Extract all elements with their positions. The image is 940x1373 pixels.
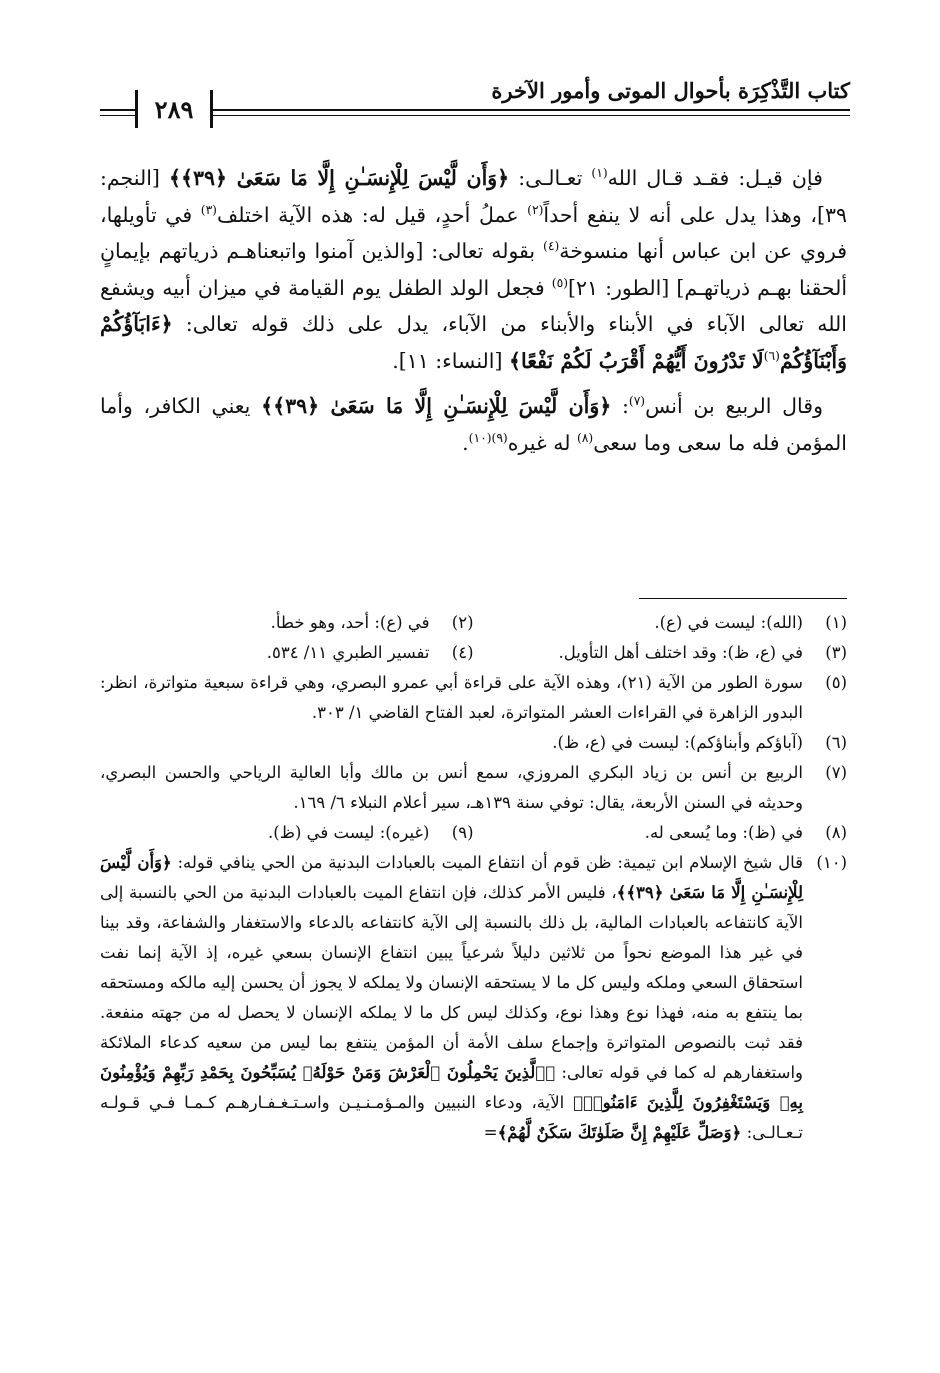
- text-run: فجعل الولد الطفل يوم القيامة في ميزان أبيه ويشفع الله تعالى الآباء في الأبناء والأبناء من الآباء، يدل على ذلك قوله تعالى:: [100, 275, 847, 336]
- footnote-ref: (١): [591, 166, 608, 181]
- text-run: عملُ أحدٍ، قيل له: هذه الآية اختلف: [216, 202, 528, 227]
- footnote-text: في (ع): أحد، وهو خطأ.: [270, 613, 430, 632]
- footnote-text: في (ظ): وما يُسعى له.: [644, 823, 803, 842]
- footnotes: [100, 608, 847, 1148]
- text-run: .: [462, 430, 469, 455]
- quran-verse: ﴿وَصَلِّ عَلَيْهِمْ إِنَّ صَلَوٰتَكَ سَكَنٌ لَّهُمْ﴾: [497, 1123, 742, 1142]
- footnote-text: (الله): ليست في (ع).: [654, 613, 803, 632]
- footnote-ref: (٣): [200, 202, 217, 217]
- text-run: فإن قيـل: فقـد قـال الله: [607, 166, 823, 190]
- page-header: [100, 64, 850, 124]
- paragraph-1: [100, 160, 847, 379]
- footnote-text: تفسير الطبري ١١/ ٥٣٤.: [266, 643, 430, 662]
- footnote-number: (٦): [825, 733, 847, 752]
- footnote-number: (٨): [825, 823, 847, 842]
- footnote-6: [100, 728, 847, 758]
- text-run: وقال الربيع بن أنس: [645, 394, 823, 418]
- quran-verse: ﴿وَأَن لَّيْسَ لِلْإِنسَـٰنِ إِلَّا مَا سَعَىٰ ﴿٣٩﴾﴾: [261, 394, 612, 418]
- quran-verse: ﴿ٱلَّذِينَ يَحْمِلُونَ ٱلْعَرْشَ وَمَنْ حَوْلَهُۥ يُسَبِّحُونَ بِحَمْدِ رَبِّهِمْ وَيُؤْمِنُونَ بِهِۦ وَيَسْتَغْفِرُونَ لِلَّذِينَ ءَامَنُوا۟﴾: [100, 1063, 803, 1112]
- quran-verse: ﴿ءَابَآؤُكُمْ وَأَبْنَآؤُكُمْ: [100, 312, 847, 373]
- main-text: [100, 160, 847, 470]
- text-run: في تأويلها، فروي عن ابن عباس أنها منسوخة: [100, 202, 848, 263]
- footnote-10: [100, 848, 847, 1148]
- footnote-9: [100, 818, 474, 848]
- footnote-text: سورة الطور من الآية (٢١)، وهذه الآية على قراءة أبي عمرو البصري، وهي قراءة سبعية متواترة، انظر: البدور الزاهرة في القراءات العشر المتواترة، لعبد الفتاح القاضي ١/ ٣٠٣.: [100, 673, 804, 722]
- quran-verse: ﴿وَأَن لَّيْسَ لِلْإِنسَـٰنِ إِلَّا مَا سَعَىٰ ﴿٣٩﴾﴾: [168, 166, 510, 190]
- footnote-8: [474, 818, 848, 848]
- footnote-number: (٤): [451, 643, 474, 662]
- text-run: تعـالـى:: [509, 166, 592, 190]
- running-title: كتاب التَّذْكِرَة بأحوال الموتى وأمور الآخرة: [491, 78, 850, 103]
- text-run: الآية، ودعاء النبيين والمـؤمـنـيـن واسـتـغـفـارهـم كـمـا فـي قـولـه تـعـالـى:: [100, 1093, 803, 1142]
- footnote-4: [100, 638, 474, 668]
- footnote-ref: (٧): [628, 394, 646, 409]
- text-run: :: [611, 394, 629, 418]
- text-run: =: [483, 1123, 498, 1142]
- footnote-ref: (٥): [551, 275, 569, 290]
- footnote-ref: (٨): [576, 430, 594, 445]
- footnote-ref: (٤): [543, 239, 560, 254]
- footnote-ref: (٦): [763, 348, 780, 363]
- footnote-number: (٢): [451, 613, 474, 632]
- paragraph-2: [100, 388, 847, 461]
- footnote-1: [474, 608, 848, 638]
- footnote-row-1-2: [100, 608, 847, 638]
- footnote-number: (٥): [825, 673, 847, 692]
- text-run: بقوله تعالى: [والذين آمنوا واتبعناهـم ذرياتهم بإيمانٍ ألحقنا بهـم ذرياتهـم] [الطور: ٢١]: [100, 239, 848, 300]
- footnote-text: في (ع، ظ): وقد اختلف أهل التأويل.: [558, 643, 803, 662]
- footnote-number: (٧): [825, 763, 847, 782]
- footnote-5: [100, 668, 847, 728]
- footnote-3: [474, 638, 848, 668]
- footnote-number: (٩): [451, 823, 474, 842]
- footnote-separator: [639, 598, 847, 599]
- footnote-number: (٣): [825, 643, 847, 662]
- footnote-7: [100, 758, 847, 818]
- text-run: ، فليس الأمر كذلك، فإن انتفاع الميت بالعبادات البدنية من الحي بالنسبة إلى الآية كانتفاعه بالعبادات المالية، بل ذلك بالنسبة إلى الآية كانتفاعه بالدعاء والاستغفار والشفاعة، وقد بينا في غير هذا الموضع نحواً من ثلاثين دليلاً شرعياً يبين انتفاع الإنسان بسعي غيره، إذ الآية إنما نفت استحقاق السعي وملكه وليس كل ما لا يستحقه الإنسان ولا يملكه لا يجوز أن يحسن إليه مالكه ومستحقه بما ينتفع به منه، فهذا نوع وهذا نوع، وكذلك ليس كل ما لا يملكه الإنسان لا يحصل له من جهته منفعة. فقد ثبت بالنصوص المتواترة وإجماع سلف الأمة أن المؤمن ينتفع بما ليس من سعيه كدعاء الملائكة واستغفارهم له كما في قوله تعالى:: [100, 883, 804, 1082]
- quran-verse: لَا تَدْرُونَ أَيُّهُمْ أَقْرَبُ لَكُمْ نَفْعًا﴾: [508, 348, 764, 373]
- text-run: [النساء: ١١].: [392, 348, 509, 373]
- footnote-text: (غيره): ليست في (ظ).: [268, 823, 430, 842]
- footnote-row-3-4: [100, 638, 847, 668]
- text-run: قال شيخ الإسلام ابن تيمية: ظن قوم أن انتفاع الميت بالعبادات البدنية من الحي ينافي قوله:: [171, 853, 804, 872]
- footnote-text: (آباؤكم وأبناؤكم): ليست في (ع، ظ).: [552, 733, 803, 752]
- footnote-number: (١): [825, 613, 847, 632]
- page-number: ٢٨٩: [135, 90, 213, 128]
- text-run: يعني الكافر، وأما المؤمن فله ما سعى وما سعى: [100, 394, 847, 455]
- footnote-row-8-9: [100, 818, 847, 848]
- text-run: له غيره: [507, 430, 577, 455]
- footnote-text: الربيع بن أنس بن زياد البكري المروزي، سمع أنس بن مالك وأبا العالية الرياحي والحسن البصري، وحديثه في السنن الأربعة، يقال: توفي سنة ١٣٩هـ، سير أعلام النبلاء ٦/ ١٦٩.: [100, 763, 803, 812]
- footnote-ref: (٢): [527, 202, 544, 217]
- text-run: [النجم: ٣٩]، وهذا يدل على أنه لا ينفع أحداً: [100, 166, 847, 227]
- footnote-ref: (٩)(١٠): [468, 430, 508, 445]
- footnote-2: [100, 608, 474, 638]
- footnote-number: (١٠): [816, 853, 847, 872]
- footnote-text: [100, 848, 803, 1148]
- quran-verse: ﴿وَأَن لَّيْسَ لِلْإِنسَـٰنِ إِلَّا مَا سَعَىٰ ﴿٣٩﴾﴾: [100, 853, 804, 902]
